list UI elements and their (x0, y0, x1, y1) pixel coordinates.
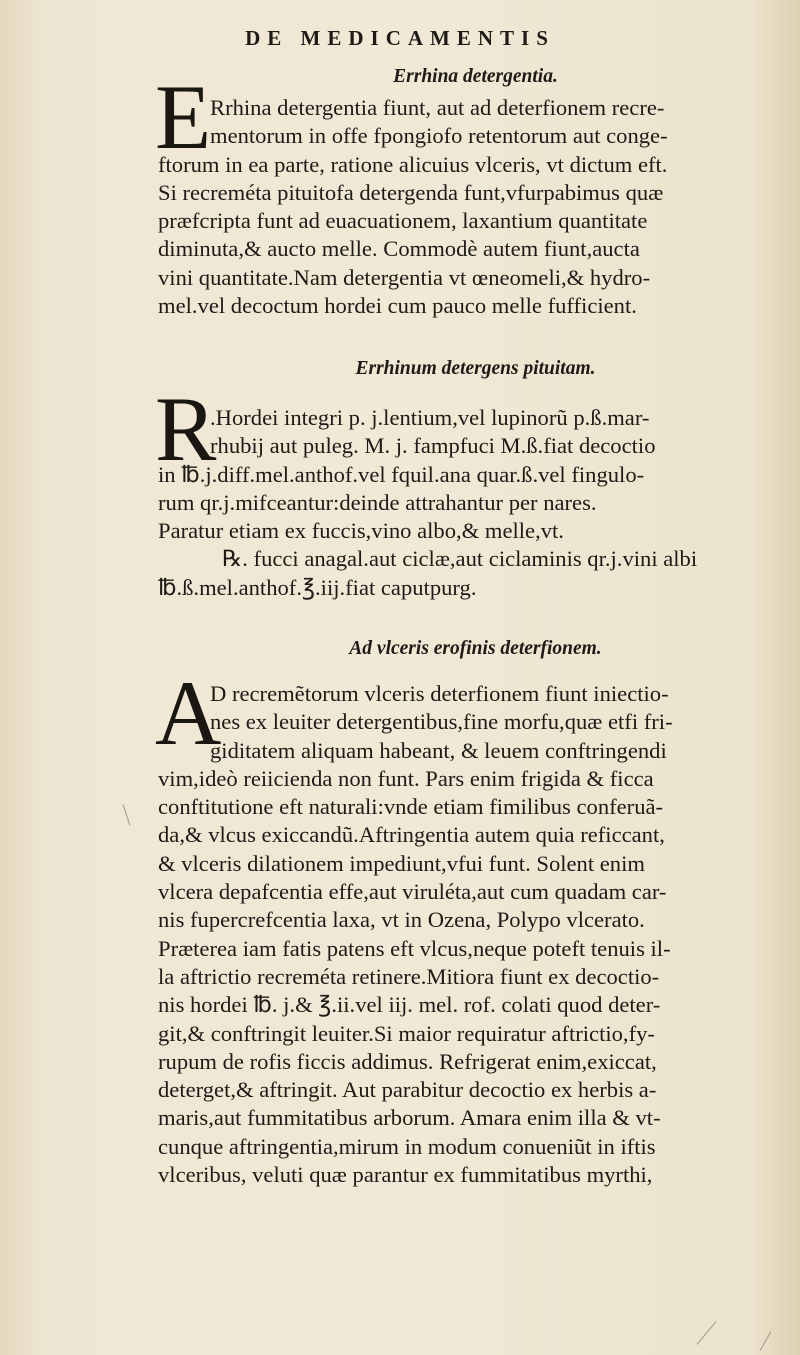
text-line: cunque aftringentia,mirum in modum conueniũt in iftis (158, 1133, 656, 1159)
section-errhina-detergentia (155, 60, 793, 320)
text-line: Si recreméta pituitofa detergenda funt,vfurpabimus quæ (158, 179, 664, 205)
text-line: la aftrictio recreméta retinere.Mitiora fiunt ex decoctio- (158, 963, 660, 989)
text-line: Rrhina detergentia fiunt, aut ad deterfionem recre- (210, 95, 665, 120)
text-line: mentorum in offe fpongiofo retentorum aut conge- (210, 123, 668, 149)
running-head: DE MEDICAMENTIS (245, 26, 555, 50)
text-line: rum qr.j.mifceantur:deinde attrahantur per nares. (158, 489, 597, 515)
text-line: ℞. fucci anagal.aut ciclæ,aut ciclaminis qr.j.vini albi (222, 546, 698, 572)
text-line: ℔.ß.mel.anthof.℥.iij.fiat caputpurg. (158, 574, 477, 600)
text-line: ftorum in ea parte, ratione alicuius vlceris, vt dictum eft. (158, 151, 668, 177)
text-line: rhubij aut puleg. M. j. fampfuci M.ß.fiat decoctio (210, 433, 656, 459)
section-heading: Ad vlceris erofinis deterfionem. (349, 638, 602, 659)
text-line: .Hordei integri p. j.lentium,vel lupinorũ p.ß.mar- (210, 405, 650, 430)
text-line: D recremẽtorum vlceris deterfionem fiunt iniectio- (210, 681, 669, 706)
drop-cap: E (155, 66, 212, 168)
margin-mark (123, 804, 131, 825)
text-line: Paratur etiam ex fuccis,vino albo,& melle,vt. (158, 518, 564, 544)
text-line: rupum de rofis ficcis addimus. Refrigerat enim,exiccat, (158, 1048, 657, 1074)
text-line: Præterea iam fatis patens eft vlcus,neque poteft tenuis il- (158, 935, 671, 961)
drop-cap: A (155, 662, 222, 764)
text-line: vlceribus, veluti quæ parantur ex fummitatibus myrthi, (158, 1162, 653, 1188)
text-line: nis hordei ℔. j.& ℥.ii.vel iij. mel. rof. colati quod deter- (158, 992, 661, 1018)
margin-mark (696, 1321, 716, 1345)
text-line: da,& vlcus exiccandũ.Aftringentia autem quia reficcant, (158, 822, 665, 848)
section-errhinum-detergens (155, 352, 793, 602)
text-line: diminuta,& aucto melle. Commodè autem fiunt,aucta (158, 236, 640, 262)
text-line: git,& conftringit leuiter.Si maior requiratur aftrictio,fy- (158, 1020, 655, 1046)
section-heading: Errhinum detergens pituitam. (355, 358, 596, 379)
text-line: vim,ideò reiicienda non funt. Pars enim frigida & ficca (158, 765, 654, 791)
text-line: nis fupercrefcentia laxa, vt in Ozena, Polypo vlcerato. (158, 907, 645, 933)
text-line: conftitutione eft naturali:vnde etiam fimilibus conferuã- (158, 794, 664, 820)
text-line: mel.vel decoctum hordei cum pauco melle fufficient. (158, 293, 637, 319)
text-line: deterget,& aftringit. Aut parabitur decoctio ex herbis a- (158, 1077, 657, 1103)
margin-mark (760, 1331, 772, 1351)
text-line: & vlceris dilationem impediunt,vfui funt. Solent enim (158, 850, 645, 876)
text-line: maris,aut fummitatibus arborum. Amara enim illa & vt- (158, 1105, 661, 1131)
text-line: giditatem aliquam habeant, & leuem conftringendi (210, 737, 667, 763)
section-ad-vlceris (155, 632, 793, 1189)
section-heading: Errhina detergentia. (393, 66, 558, 87)
text-line: nes ex leuiter detergentibus,fine morfu,quæ etfi fri- (210, 709, 673, 735)
drop-cap: R (155, 378, 217, 480)
text-line: præfcripta funt ad euacuationem, laxantium quantitate (158, 208, 648, 234)
text-line: vini quantitate.Nam detergentia vt œneomeli,& hydro- (158, 264, 651, 290)
text-line: vlcera depafcentia effe,aut viruléta,aut cum quadam car- (158, 879, 667, 905)
text-line: in ℔.j.diff.mel.anthof.vel fquil.ana quar.ß.vel fingulo- (158, 461, 645, 487)
